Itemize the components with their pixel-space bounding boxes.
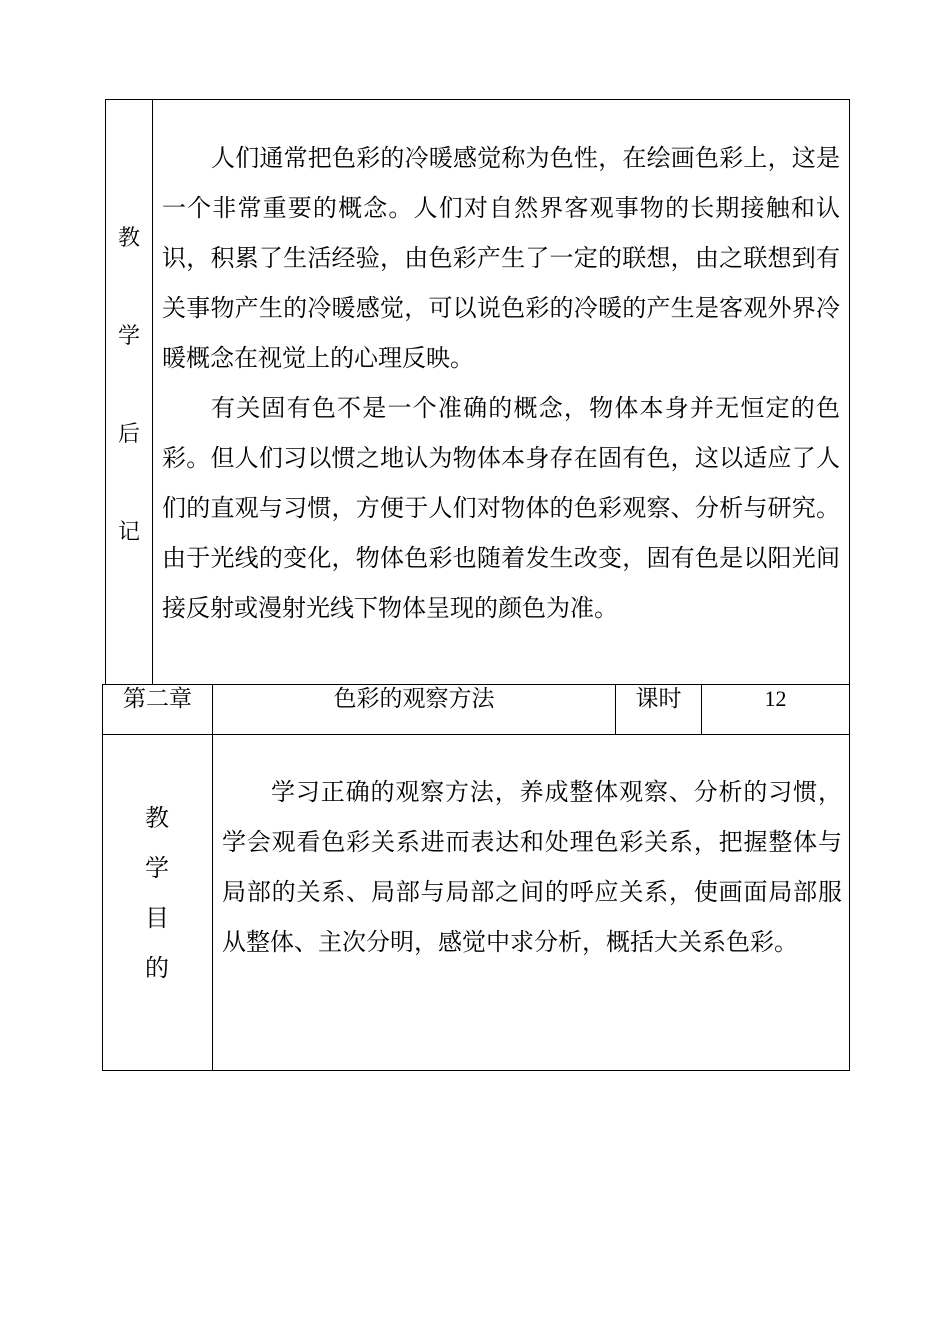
objective-label-char: 目 [145,904,169,932]
notes-label-char: 记 [117,520,140,545]
notes-paragraph-1: 人们通常把色彩的冷暖感觉称为色性，在绘画色彩上，这是一个非常重要的概念。人们对自然界客观事物的长期接触和认识，积累了生活经验，由色彩产生了一定的联想，由之联想到有关事物产生的冷暖感觉，可以说色彩的冷暖的产生是客观外界冷暖概念在视觉上的心理反映。 [162,144,840,372]
hours-label: 课时 [635,686,682,712]
notes-label-char: 后 [117,422,140,447]
chapter-title: 色彩的观察方法 [333,686,495,712]
hours-value: 12 [764,686,787,711]
notes-left-border [105,99,106,685]
objective-label-char: 的 [145,954,169,982]
chapter-bottom-border [102,1070,850,1071]
notes-label-char: 学 [117,324,140,349]
chapter-left-border [102,684,103,1071]
notes-divider [152,99,153,685]
notes-paragraph-2: 有关固有色不是一个准确的概念，物体本身并无恒定的色彩。但人们习以惯之地认为物体本身存在固有色，这以适应了人们的直观与习惯，方便于人们对物体的色彩观察、分析与研究。由于光线的变化，物体色彩也随着发生改变，固有色是以阳光间接反射或漫射光线下物体呈现的颜色为准。 [162,394,840,622]
chapter-col-divider [212,684,213,1071]
objective-text: 学习正确的观察方法，养成整体观察、分析的习惯，学会观看色彩关系进而表达和处理色彩关系，把握整体与局部的关系、局部与局部之间的呼应关系，使画面局部服从整体、主次分明，感觉中求分析，概括大关系色彩。 [222,778,842,956]
notes-right-border [849,99,850,685]
objective-label-char: 学 [145,854,169,882]
notes-top-border [105,99,850,100]
chapter-number: 第二章 [123,686,192,712]
notes-label-char: 教 [117,226,140,251]
chapter-right-border [849,684,850,1071]
chapter-row-bottom-border [102,734,850,735]
objective-label-char: 教 [145,804,169,832]
